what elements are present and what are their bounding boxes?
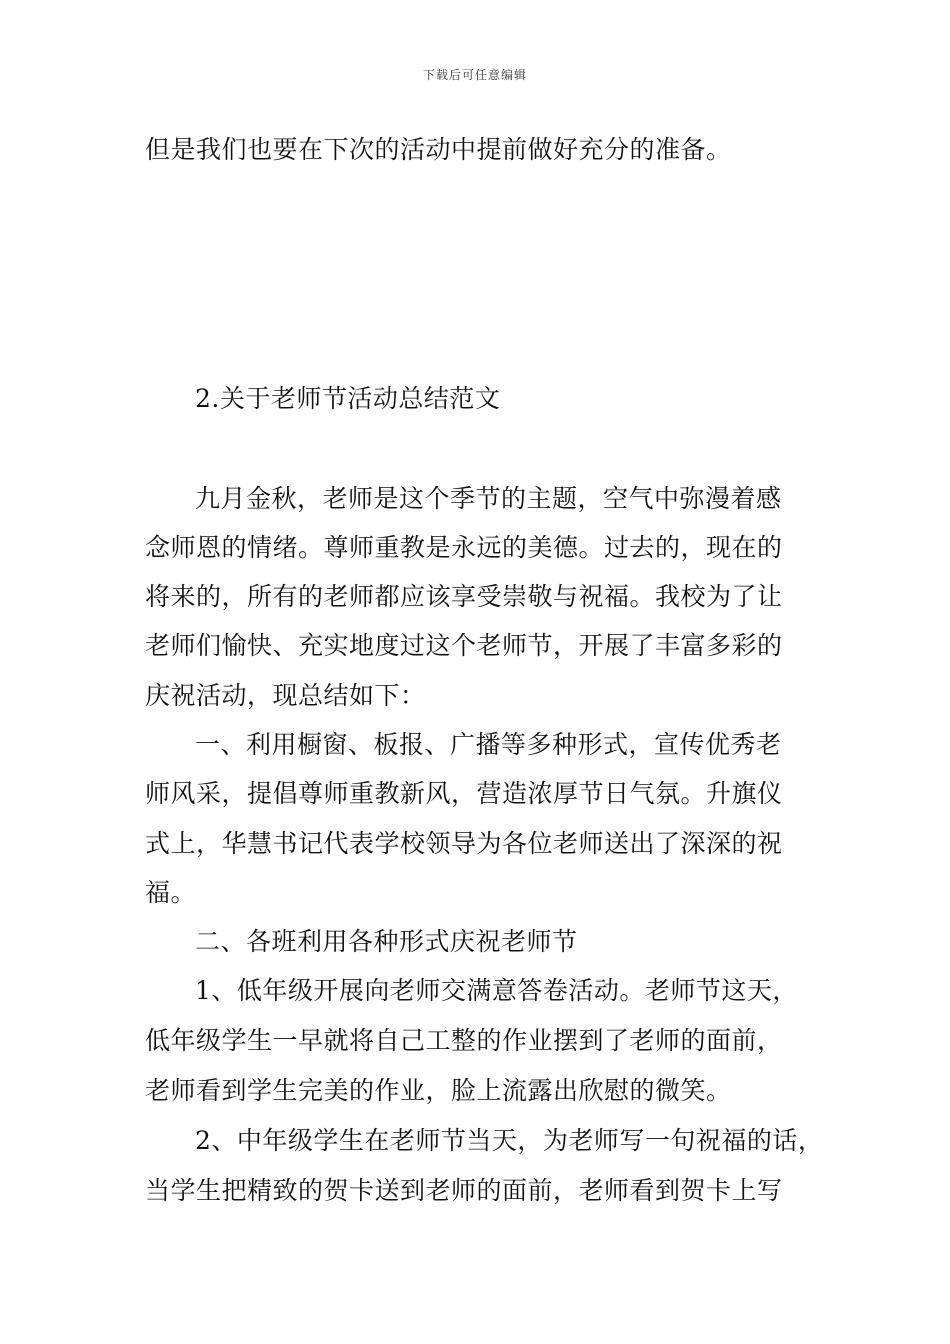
- paragraph-line: 师风采，提倡尊师重教新风，营造浓厚节日气氛。升旗仪: [145, 779, 783, 808]
- paragraph-line: 九月金秋，老师是这个季节的主题，空气中弥漫着感: [195, 484, 782, 513]
- paragraph-line: 式上，华慧书记代表学校领导为各位老师送出了深深的祝: [145, 829, 783, 858]
- page-header: 下载后可任意编辑: [422, 68, 527, 82]
- paragraph-line: 将来的，所有的老师都应该享受崇敬与祝福。我校为了让: [145, 582, 783, 611]
- paragraph-line: 1、低年级开展向老师交满意答卷活动。老师节这天，: [195, 976, 798, 1005]
- paragraph-line: 二、各班利用各种形式庆祝老师节: [195, 927, 578, 956]
- paragraph-line: 念师恩的情绪。尊师重教是永远的美德。过去的，现在的: [145, 533, 783, 562]
- paragraph-line: 2、中年级学生在老师节当天，为老师写一句祝福的话，: [195, 1126, 824, 1155]
- paragraph-line: 庆祝活动，现总结如下：: [145, 681, 426, 710]
- paragraph-line: 福。: [145, 878, 197, 907]
- paragraph-line: 一、利用橱窗、板报、广播等多种形式，宣传优秀老: [195, 730, 782, 759]
- paragraph-line: 老师看到学生完美的作业，脸上流露出欣慰的微笑。: [145, 1076, 732, 1105]
- paragraph-line: 低年级学生一早就将自己工整的作业摆到了老师的面前，: [145, 1026, 783, 1055]
- section-title: 2.关于老师节活动总结范文: [195, 384, 501, 413]
- paragraph-line: 老师们愉快、充实地度过这个老师节，开展了丰富多彩的: [145, 631, 783, 660]
- continuation-line: 但是我们也要在下次的活动中提前做好充分的准备。: [145, 135, 732, 164]
- paragraph-line: 当学生把精致的贺卡送到老师的面前，老师看到贺卡上写: [145, 1176, 783, 1205]
